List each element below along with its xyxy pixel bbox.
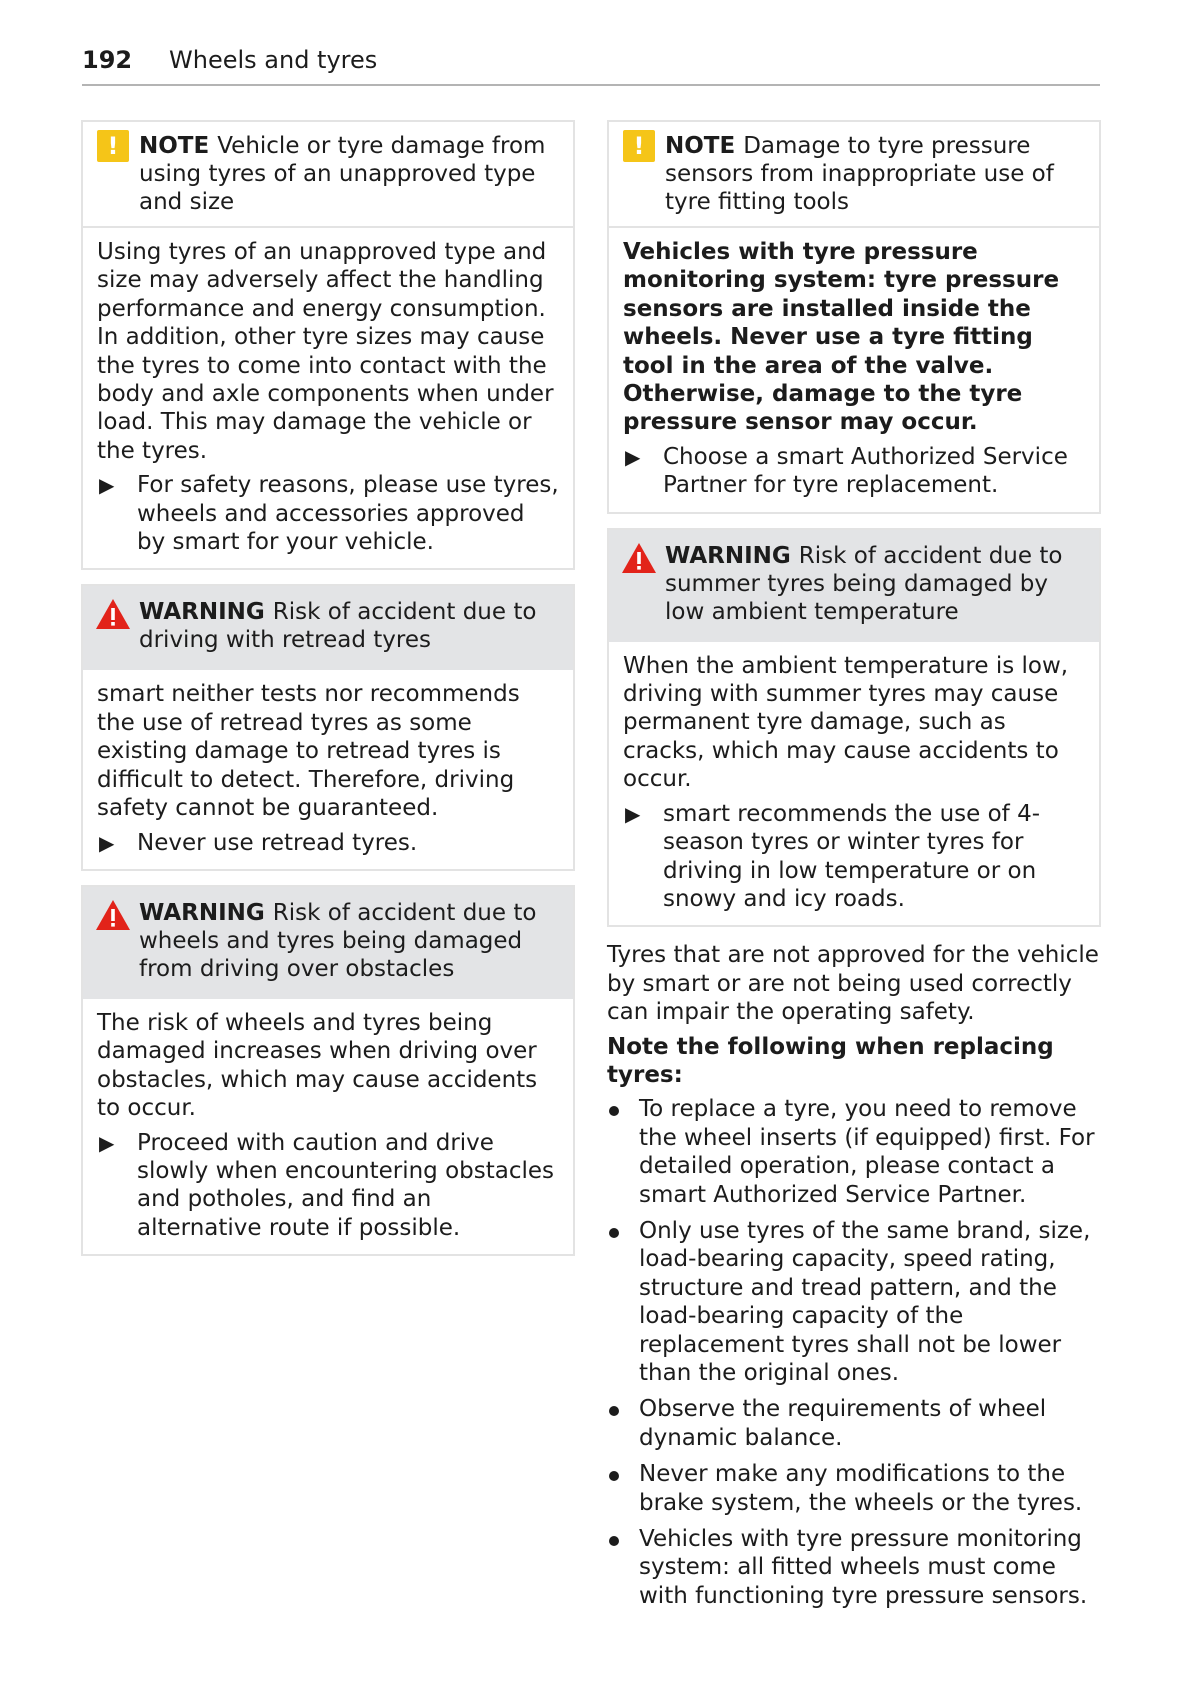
list-item <box>607 1217 1101 1387</box>
note-label: NOTE <box>665 133 744 159</box>
warning-header <box>609 530 1099 642</box>
note-body <box>609 228 1099 512</box>
action-step <box>97 1129 559 1243</box>
triangle-right-icon: ▶ <box>99 473 115 498</box>
bullet-icon <box>609 1536 619 1546</box>
bullet-icon <box>609 1471 619 1481</box>
warning-triangle-icon <box>621 542 657 574</box>
step-text: Choose a smart Authorized Service Partner for tyre replacement. <box>663 443 1068 499</box>
page-number: 192 <box>82 46 133 74</box>
warning-body <box>609 642 1099 926</box>
warning-body <box>83 670 573 868</box>
warning-body <box>83 999 573 1254</box>
list-item-text: To replace a tyre, you need to remove the wheel inserts (if equipped) first. For detailed operation, please contact a smart Authorized Service Partner. <box>639 1096 1095 1208</box>
note-exclamation-icon: ! <box>623 130 655 162</box>
action-step <box>623 443 1085 500</box>
left-column <box>81 120 575 1270</box>
list-item-text: Never make any modifications to the brake system, the wheels or the tyres. <box>639 1461 1083 1516</box>
bullet-icon <box>609 1228 619 1238</box>
chapter-title: Wheels and tyres <box>169 46 378 74</box>
right-column <box>607 120 1101 1618</box>
warning-triangle-icon <box>95 598 131 630</box>
bullet-icon <box>609 1406 619 1416</box>
warning-title: Risk of accident due to driving with retread tyres <box>139 599 537 654</box>
note-unapproved-tyres <box>81 120 575 570</box>
warning-text: The risk of wheels and tyres being damaged increases when driving over obstacles, which may cause accidents to occur. <box>97 1009 538 1122</box>
note-tyre-pressure-sensors <box>607 120 1101 514</box>
step-text: Never use retread tyres. <box>137 829 418 856</box>
page-header <box>82 44 1100 86</box>
action-step <box>623 800 1085 914</box>
warning-retread-tyres <box>81 584 575 870</box>
warning-title: Risk of accident due to wheels and tyres being damaged from driving over obstacles <box>139 899 537 982</box>
note-header <box>609 122 1099 228</box>
intro-paragraph: Tyres that are not approved for the vehicle by smart or are not being used correctly can impair the operating safety. <box>607 942 1099 1026</box>
warning-text: smart neither tests nor recommends the use of retread tyres as some existing damage to retread tyres is difficult to detect. Therefore, driving safety cannot be guaranteed. <box>97 681 520 822</box>
bullet-icon <box>609 1106 619 1116</box>
triangle-right-icon: ▶ <box>99 830 115 855</box>
list-item <box>607 1460 1101 1517</box>
step-text: For safety reasons, please use tyres, wheels and accessories approved by smart for your vehicle. <box>137 472 559 556</box>
step-text: Proceed with caution and drive slowly when encountering obstacles and potholes, and find an alternative route if possible. <box>137 1129 555 1241</box>
triangle-right-icon: ▶ <box>625 444 641 469</box>
warning-header <box>83 887 573 999</box>
note-bold-text: Vehicles with tyre pressure monitoring system: tyre pressure sensors are installed inside the wheels. Never use a tyre fitting tool in the area of the valve. Otherwise, damage to the tyre pressure sensor may occur. <box>623 239 1060 436</box>
list-item-text: Observe the requirements of wheel dynamic balance. <box>639 1396 1047 1451</box>
step-text: smart recommends the use of 4-season tyres or winter tyres for driving in low temperature or on snowy and icy roads. <box>663 800 1041 912</box>
list-item-text: Only use tyres of the same brand, size, load-bearing capacity, speed rating, structure and tread pattern, and the load-bearing capacity of the replacement tyres shall not be lower than the original ones. <box>639 1217 1091 1386</box>
requirements-list <box>607 1095 1101 1610</box>
triangle-right-icon: ▶ <box>99 1130 115 1155</box>
note-header <box>83 122 573 228</box>
list-heading: Note the following when replacing tyres: <box>607 1033 1054 1088</box>
list-item <box>607 1395 1101 1452</box>
note-exclamation-icon: ! <box>97 130 129 162</box>
warning-label: WARNING <box>139 599 273 626</box>
triangle-right-icon: ▶ <box>625 801 641 826</box>
warning-obstacles <box>81 885 575 1256</box>
warning-label: WARNING <box>665 542 799 569</box>
warning-label: WARNING <box>139 899 273 926</box>
note-title: Damage to tyre pressure sensors from inappropriate use of tyre fitting tools <box>665 133 1054 215</box>
list-item <box>607 1525 1101 1610</box>
list-item <box>607 1095 1101 1209</box>
warning-header <box>83 586 573 670</box>
action-step <box>97 471 559 556</box>
note-text: Using tyres of an unapproved type and size may adversely affect the handling performance and energy consumption. In addition, other tyre sizes may cause the tyres to come into contact with the body and axle components when under load. This may damage the vehicle or the tyres. <box>97 239 554 464</box>
tyre-replacement-section <box>607 941 1101 1610</box>
warning-summer-tyres <box>607 528 1101 928</box>
note-body <box>83 228 573 568</box>
action-step <box>97 829 559 857</box>
warning-title: Risk of accident due to summer tyres being damaged by low ambient temperature <box>665 542 1063 625</box>
note-label: NOTE <box>139 133 218 159</box>
warning-text: When the ambient temperature is low, driving with summer tyres may cause permanent tyre damage, such as cracks, which may cause accidents to occur. <box>623 652 1069 793</box>
list-item-text: Vehicles with tyre pressure monitoring system: all fitted wheels must come with functioning tyre pressure sensors. <box>639 1526 1088 1609</box>
note-title: Vehicle or tyre damage from using tyres of an unapproved type and size <box>139 133 546 215</box>
warning-triangle-icon <box>95 899 131 931</box>
